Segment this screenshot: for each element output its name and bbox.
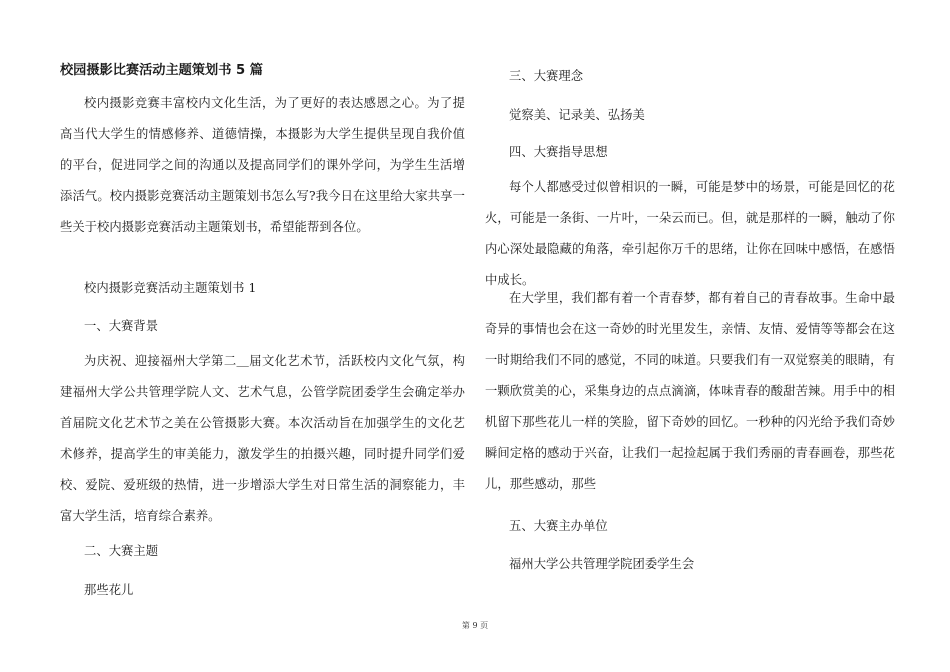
guiding-paragraph-2: 在大学里，我们都有着一个青春梦，都有着自己的青春故事。生命中最奇异的事情也会在这一奇妙的时光里发生，亲情、友情、爱情等等都会在这一时期给我们不同的感觉，不同的味道。只要我们有一双觉察美的眼睛，有一颗欣赏美的心，采集身边的点点滴滴，体味青春的酸甜苦辣。用手中的相机留下那些花儿一样的笑脸，留下奇妙的回忆。一秒种的闪光给予我们奇妙瞬间定格的感动于兴奋，让我们一起捡起属于我们秀丽的青春画卷，那些花儿，那些感动，那些 [485,291,895,491]
background-paragraph: 为庆祝、迎接福州大学第二＿届文化艺术节，活跃校内文化气氛，构建福州大学公共管理学院人文、艺术气息，公管学院团委学生会确定举办首届院文化艺术节之美在公管摄影大赛。本次活动旨在加强学生的文化艺术修养，提高学生的审美能力，激发学生的拍摄兴趣，同时提升同学们爱校、爱院、爱班级的热情，进一步增添大学生对日常生活的洞察能力，丰富大学生活，培育综合素养。 [60,354,465,523]
guiding-paragraph-1: 每个人都感受过似曾相识的一瞬，可能是梦中的场景，可能是回忆的花火，可能是一条街、一片叶，一朵云而已。但，就是那样的一瞬，触动了你内心深处最隐藏的角落，牵引起你万千的思绪，让你在回味中感悟，在感悟中成长。 [485,180,895,287]
organizer-text: 福州大学公共管理学院团委学生会 [509,557,695,571]
heading-concept: 三、大赛理念 [509,69,584,83]
theme-text: 那些花儿 [84,583,134,597]
heading-theme: 二、大赛主题 [84,544,159,558]
heading-guiding-thought: 四、大赛指导思想 [509,145,608,159]
heading-organizer: 五、大赛主办单位 [509,519,608,533]
intro-paragraph: 校内摄影竞赛丰富校内文化生活，为了更好的表达感恩之心。为了提高当代大学生的情感修养、道德情操，本摄影为大学生提供呈现自我价值的平台，促进同学之间的沟通以及提高同学们的课外学问，为学生生活增添活气。校内摄影竞赛活动主题策划书怎么写?我今日在这里给大家共享一些关于校内摄影竞赛活动主题策划书，希望能帮到各位。 [60,96,465,234]
document-title: 校园摄影比赛活动主题策划书 5 篇 [60,63,263,78]
page-number: 第 9 页 [461,621,489,630]
heading-background: 一、大赛背景 [84,319,159,333]
subtitle-plan-1: 校内摄影竞赛活动主题策划书 1 [84,281,257,295]
concept-text: 觉察美、记录美、弘扬美 [509,108,645,122]
